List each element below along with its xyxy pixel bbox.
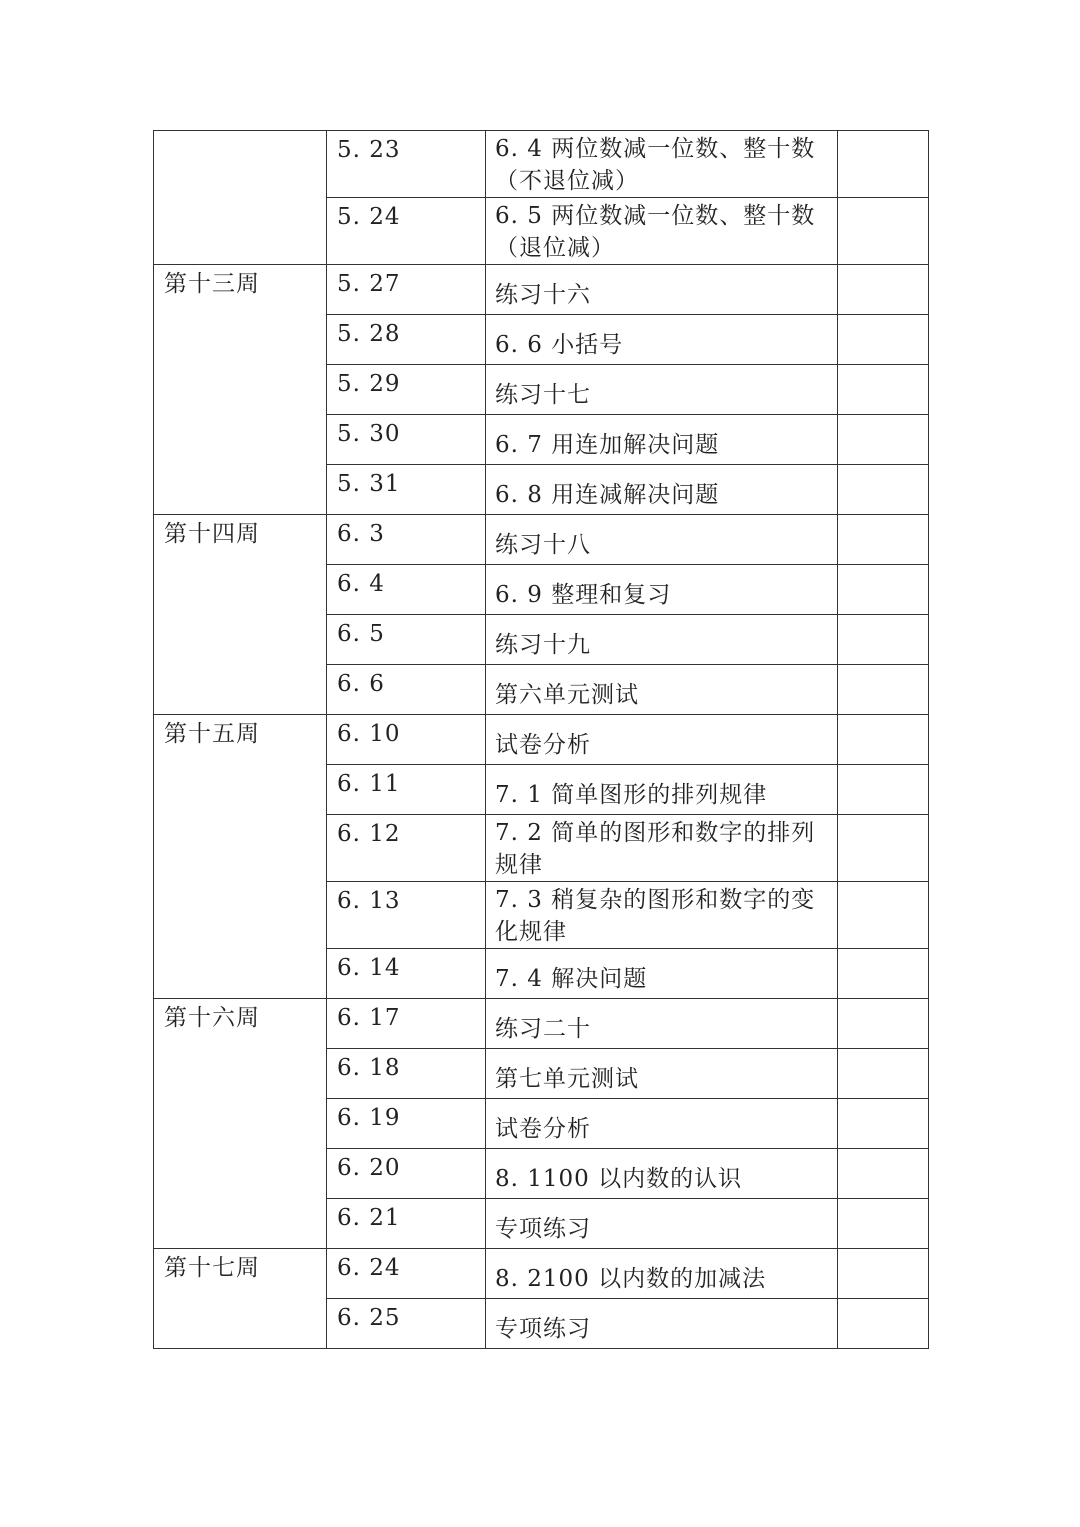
date-cell: 6. 12 [327,815,486,882]
date-cell: 5. 28 [327,315,486,365]
content-cell: 练习十七 [486,365,838,415]
note-cell [838,815,929,882]
table-row [154,265,929,315]
note-cell [838,131,929,198]
schedule-table [153,130,929,1349]
content-cell: 7. 1 简单图形的排列规律 [486,765,838,815]
content-cell: 试卷分析 [486,715,838,765]
date-cell: 6. 6 [327,665,486,715]
content-cell: 6. 6 小括号 [486,315,838,365]
content-cell: 7. 2 简单的图形和数字的排列规律 [486,815,838,882]
date-cell: 5. 23 [327,131,486,198]
date-cell: 6. 19 [327,1099,486,1149]
table-row [154,131,929,198]
content-cell: 6. 9 整理和复习 [486,565,838,615]
week-cell: 第十六周 [154,999,327,1249]
note-cell [838,198,929,265]
note-cell [838,465,929,515]
note-cell [838,315,929,365]
content-cell: 8. 2100 以内数的加减法 [486,1249,838,1299]
date-cell: 6. 4 [327,565,486,615]
table-row [154,1249,929,1299]
content-cell: 试卷分析 [486,1099,838,1149]
table-row [154,715,929,765]
date-cell: 6. 3 [327,515,486,565]
note-cell [838,1199,929,1249]
note-cell [838,365,929,415]
note-cell [838,1249,929,1299]
week-cell: 第十七周 [154,1249,327,1349]
date-cell: 6. 14 [327,949,486,999]
week-cell: 第十五周 [154,715,327,999]
content-cell: 练习二十 [486,999,838,1049]
note-cell [838,999,929,1049]
note-cell [838,665,929,715]
date-cell: 5. 31 [327,465,486,515]
note-cell [838,715,929,765]
table-row [154,515,929,565]
date-cell: 5. 27 [327,265,486,315]
note-cell [838,1149,929,1199]
note-cell [838,765,929,815]
content-cell: 练习十六 [486,265,838,315]
note-cell [838,615,929,665]
content-cell: 7. 3 稍复杂的图形和数字的变化规律 [486,882,838,949]
date-cell: 5. 24 [327,198,486,265]
note-cell [838,565,929,615]
content-cell: 专项练习 [486,1199,838,1249]
note-cell [838,1099,929,1149]
date-cell: 6. 17 [327,999,486,1049]
date-cell: 6. 25 [327,1299,486,1349]
date-cell: 6. 5 [327,615,486,665]
date-cell: 5. 30 [327,415,486,465]
content-cell: 6. 8 用连减解决问题 [486,465,838,515]
content-cell: 第七单元测试 [486,1049,838,1099]
table-row [154,999,929,1049]
date-cell: 5. 29 [327,365,486,415]
week-cell: 第十四周 [154,515,327,715]
date-cell: 6. 11 [327,765,486,815]
content-cell: 8. 1100 以内数的认识 [486,1149,838,1199]
date-cell: 6. 13 [327,882,486,949]
content-cell: 练习十八 [486,515,838,565]
week-cell [154,131,327,265]
date-cell: 6. 21 [327,1199,486,1249]
note-cell [838,1299,929,1349]
content-cell: 练习十九 [486,615,838,665]
content-cell: 第六单元测试 [486,665,838,715]
note-cell [838,949,929,999]
content-cell: 6. 7 用连加解决问题 [486,415,838,465]
note-cell [838,1049,929,1099]
date-cell: 6. 10 [327,715,486,765]
note-cell [838,415,929,465]
date-cell: 6. 18 [327,1049,486,1099]
date-cell: 6. 20 [327,1149,486,1199]
week-cell: 第十三周 [154,265,327,515]
date-cell: 6. 24 [327,1249,486,1299]
note-cell [838,882,929,949]
content-cell: 专项练习 [486,1299,838,1349]
note-cell [838,265,929,315]
content-cell: 7. 4 解决问题 [486,949,838,999]
note-cell [838,515,929,565]
content-cell: 6. 5 两位数减一位数、整十数（退位减） [486,198,838,265]
content-cell: 6. 4 两位数减一位数、整十数（不退位减） [486,131,838,198]
